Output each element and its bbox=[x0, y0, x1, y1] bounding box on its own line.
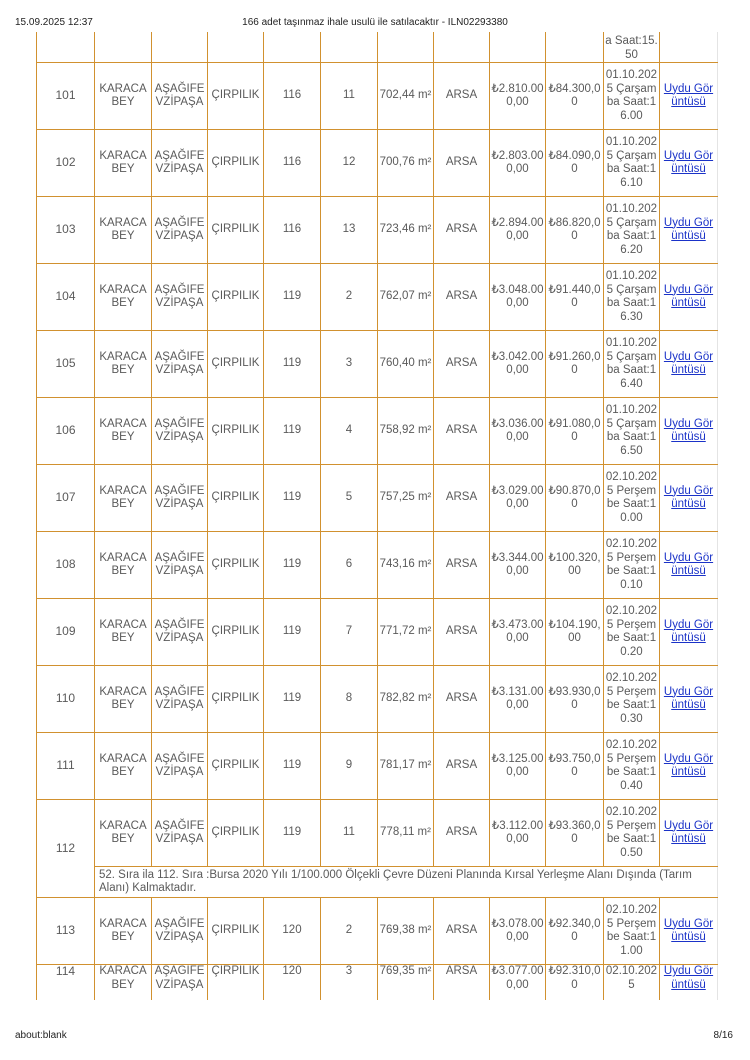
cell-alan: 758,92 m² bbox=[378, 398, 434, 465]
cell-ilce: KARACABEY bbox=[95, 532, 152, 599]
cell-sira: 104 bbox=[37, 264, 95, 331]
cell-ilce: KARACABEY bbox=[95, 800, 152, 867]
cell-parsel: 3 bbox=[321, 965, 378, 1001]
cell-link bbox=[660, 197, 718, 264]
cell-ilce: KARACABEY bbox=[95, 965, 152, 1001]
cell-teminat: ₺84.300,00 bbox=[546, 63, 604, 130]
cell-bedel: ₺2.803.000,00 bbox=[490, 130, 546, 197]
cell-ada: 119 bbox=[264, 264, 321, 331]
cell-mahalle: AŞAĞIFEVZİPAŞA bbox=[152, 898, 208, 965]
cell-ada: 119 bbox=[264, 599, 321, 666]
cell-alan: 762,07 m² bbox=[378, 264, 434, 331]
cell-nitelik: ARSA bbox=[434, 800, 490, 867]
cell-ada: 119 bbox=[264, 733, 321, 800]
cell-sira: 110 bbox=[37, 666, 95, 733]
satellite-view-link[interactable]: Uydu Görüntüsü bbox=[663, 819, 714, 845]
cell-mevki: ÇIRPILIK bbox=[208, 465, 264, 532]
cell-tarih: 02.10.2025 Perşembe Saat:10.10 bbox=[604, 532, 660, 599]
cell-tarih: 01.10.2025 Çarşamba Saat:16.40 bbox=[604, 331, 660, 398]
cell-alan: 757,25 m² bbox=[378, 465, 434, 532]
cell-teminat: ₺91.080,00 bbox=[546, 398, 604, 465]
cell-ada: 119 bbox=[264, 532, 321, 599]
cell-bedel: ₺3.473.000,00 bbox=[490, 599, 546, 666]
cell-mahalle: AŞAĞIFEVZİPAŞA bbox=[152, 532, 208, 599]
cell-ada: 120 bbox=[264, 898, 321, 965]
cell-teminat: ₺93.750,00 bbox=[546, 733, 604, 800]
cell-tarih: 01.10.2025 Çarşamba Saat:16.50 bbox=[604, 398, 660, 465]
cell-mahalle: AŞAĞIFEVZİPAŞA bbox=[152, 63, 208, 130]
cell-nitelik: ARSA bbox=[434, 130, 490, 197]
cell-nitelik: ARSA bbox=[434, 599, 490, 666]
cell-link bbox=[660, 63, 718, 130]
satellite-view-link[interactable]: Uydu Görüntüsü bbox=[663, 149, 714, 175]
cell-nitelik: ARSA bbox=[434, 965, 490, 1001]
cell-mevki: ÇIRPILIK bbox=[208, 800, 264, 867]
cell-ilce: KARACABEY bbox=[95, 63, 152, 130]
cell-mevki: ÇIRPILIK bbox=[208, 130, 264, 197]
cell-parsel: 7 bbox=[321, 599, 378, 666]
table-row bbox=[37, 197, 718, 264]
cell-nitelik: ARSA bbox=[434, 465, 490, 532]
cell-ilce: KARACABEY bbox=[95, 264, 152, 331]
cell-parsel: 9 bbox=[321, 733, 378, 800]
time-fragment: a Saat:15.50 bbox=[604, 32, 660, 63]
cell-bedel: ₺2.894.000,00 bbox=[490, 197, 546, 264]
cell-sira: 111 bbox=[37, 733, 95, 800]
cell-parsel: 4 bbox=[321, 398, 378, 465]
cell-alan: 769,35 m² bbox=[378, 965, 434, 1001]
cell-link bbox=[660, 898, 718, 965]
cell-tarih: 02.10.2025 Perşembe Saat:10.20 bbox=[604, 599, 660, 666]
cell-tarih: 02.10.2025 Perşembe Saat:10.30 bbox=[604, 666, 660, 733]
cell-nitelik: ARSA bbox=[434, 197, 490, 264]
cell-alan: 781,17 m² bbox=[378, 733, 434, 800]
page-number: 8/16 bbox=[713, 1030, 733, 1041]
cell-teminat: ₺84.090,00 bbox=[546, 130, 604, 197]
table-row bbox=[37, 800, 718, 867]
cell-parsel: 2 bbox=[321, 264, 378, 331]
cell-mahalle: AŞAĞIFEVZİPAŞA bbox=[152, 398, 208, 465]
print-datetime: 15.09.2025 12:37 bbox=[15, 17, 93, 28]
table-row bbox=[37, 965, 718, 1001]
cell-parsel: 12 bbox=[321, 130, 378, 197]
table-row bbox=[37, 532, 718, 599]
cell-sira: 113 bbox=[37, 898, 95, 965]
cell-sira: 107 bbox=[37, 465, 95, 532]
cell-parsel: 5 bbox=[321, 465, 378, 532]
cell-link bbox=[660, 465, 718, 532]
cell-link bbox=[660, 599, 718, 666]
cell-nitelik: ARSA bbox=[434, 666, 490, 733]
cell-bedel: ₺2.810.000,00 bbox=[490, 63, 546, 130]
satellite-view-link[interactable]: Uydu Görüntüsü bbox=[663, 965, 714, 991]
cell-tarih: 02.10.2025 Perşembe Saat:10.50 bbox=[604, 800, 660, 867]
cell-alan: 771,72 m² bbox=[378, 599, 434, 666]
satellite-view-link[interactable]: Uydu Görüntüsü bbox=[663, 283, 714, 309]
cell-teminat: ₺92.340,00 bbox=[546, 898, 604, 965]
cell-bedel: ₺3.078.000,00 bbox=[490, 898, 546, 965]
cell-sira: 114 bbox=[37, 965, 95, 1001]
cell-bedel: ₺3.036.000,00 bbox=[490, 398, 546, 465]
cell-sira: 112 bbox=[37, 800, 95, 898]
cell-ada: 119 bbox=[264, 666, 321, 733]
cell-mahalle: AŞAĞIFEVZİPAŞA bbox=[152, 733, 208, 800]
cell-mahalle: AŞAĞIFEVZİPAŞA bbox=[152, 465, 208, 532]
cell-parsel: 6 bbox=[321, 532, 378, 599]
cell-mevki: ÇIRPILIK bbox=[208, 666, 264, 733]
table-row bbox=[37, 63, 718, 130]
print-title: 166 adet taşınmaz ihale usulü ile satılacaktır - ILN02293380 bbox=[242, 17, 508, 28]
table-row bbox=[37, 733, 718, 800]
cell-mevki: ÇIRPILIK bbox=[208, 63, 264, 130]
cell-link bbox=[660, 398, 718, 465]
satellite-view-link[interactable]: Uydu Görüntüsü bbox=[663, 551, 714, 577]
cell-sira: 105 bbox=[37, 331, 95, 398]
cell-nitelik: ARSA bbox=[434, 264, 490, 331]
print-url: about:blank bbox=[15, 1030, 67, 1041]
cell-parsel: 2 bbox=[321, 898, 378, 965]
cell-teminat: ₺91.260,00 bbox=[546, 331, 604, 398]
cell-sira: 109 bbox=[37, 599, 95, 666]
cell-tarih: 01.10.2025 Çarşamba Saat:16.30 bbox=[604, 264, 660, 331]
cell-link bbox=[660, 331, 718, 398]
cell-ilce: KARACABEY bbox=[95, 599, 152, 666]
cell-bedel: ₺3.131.000,00 bbox=[490, 666, 546, 733]
cell-nitelik: ARSA bbox=[434, 331, 490, 398]
cell-tarih: 01.10.2025 Çarşamba Saat:16.10 bbox=[604, 130, 660, 197]
cell-teminat: ₺86.820,00 bbox=[546, 197, 604, 264]
zoning-note: 52. Sıra ila 112. Sıra :Bursa 2020 Yılı 1/100.000 Ölçekli Çevre Düzeni Planında Kırsal Yerleşme Alanı Dışında (Tarım Alanı) Kalmaktadır. bbox=[95, 867, 718, 898]
cell-link bbox=[660, 130, 718, 197]
cell-ilce: KARACABEY bbox=[95, 898, 152, 965]
cell-bedel: ₺3.344.000,00 bbox=[490, 532, 546, 599]
satellite-view-link[interactable]: Uydu Görüntüsü bbox=[663, 82, 714, 108]
cell-teminat: ₺92.310,00 bbox=[546, 965, 604, 1001]
cell-alan: 769,38 m² bbox=[378, 898, 434, 965]
cell-parsel: 8 bbox=[321, 666, 378, 733]
cell-ada: 119 bbox=[264, 331, 321, 398]
cell-mahalle: AŞAĞIFEVZİPAŞA bbox=[152, 666, 208, 733]
cell-mevki: ÇIRPILIK bbox=[208, 331, 264, 398]
satellite-view-link[interactable]: Uydu Görüntüsü bbox=[663, 752, 714, 778]
cell-teminat: ₺91.440,00 bbox=[546, 264, 604, 331]
cell-sira: 108 bbox=[37, 532, 95, 599]
cell-mevki: ÇIRPILIK bbox=[208, 733, 264, 800]
table-note-row bbox=[37, 867, 718, 898]
cell-link bbox=[660, 264, 718, 331]
cell-parsel: 11 bbox=[321, 63, 378, 130]
cell-link bbox=[660, 800, 718, 867]
cell-ada: 120 bbox=[264, 965, 321, 1001]
satellite-view-link[interactable]: Uydu Görüntüsü bbox=[663, 685, 714, 711]
cell-parsel: 3 bbox=[321, 331, 378, 398]
cell-bedel: ₺3.125.000,00 bbox=[490, 733, 546, 800]
cell-mahalle: AŞAĞIFEVZİPAŞA bbox=[152, 264, 208, 331]
table-row bbox=[37, 898, 718, 965]
cell-ilce: KARACABEY bbox=[95, 398, 152, 465]
cell-parsel: 13 bbox=[321, 197, 378, 264]
cell-alan: 778,11 m² bbox=[378, 800, 434, 867]
cell-mevki: ÇIRPILIK bbox=[208, 532, 264, 599]
cell-mahalle: AŞAĞIFEVZİPAŞA bbox=[152, 331, 208, 398]
cell-sira: 106 bbox=[37, 398, 95, 465]
cell-bedel: ₺3.077.000,00 bbox=[490, 965, 546, 1001]
cell-teminat: ₺93.930,00 bbox=[546, 666, 604, 733]
cell-ilce: KARACABEY bbox=[95, 733, 152, 800]
cell-mahalle: AŞAĞIFEVZİPAŞA bbox=[152, 965, 208, 1001]
satellite-view-link[interactable]: Uydu Görüntüsü bbox=[663, 484, 714, 510]
cell-ilce: KARACABEY bbox=[95, 197, 152, 264]
satellite-view-link[interactable]: Uydu Görüntüsü bbox=[663, 417, 714, 443]
cell-alan: 760,40 m² bbox=[378, 331, 434, 398]
cell-link bbox=[660, 532, 718, 599]
cell-bedel: ₺3.042.000,00 bbox=[490, 331, 546, 398]
table-row bbox=[37, 465, 718, 532]
cell-ada: 119 bbox=[264, 800, 321, 867]
cell-sira: 101 bbox=[37, 63, 95, 130]
cell-ada: 119 bbox=[264, 398, 321, 465]
table-row bbox=[37, 264, 718, 331]
cell-mahalle: AŞAĞIFEVZİPAŞA bbox=[152, 130, 208, 197]
table-row bbox=[37, 331, 718, 398]
cell-mahalle: AŞAĞIFEVZİPAŞA bbox=[152, 599, 208, 666]
cell-link bbox=[660, 965, 718, 1001]
cell-tarih: 02.10.2025 Perşembe Saat:10.00 bbox=[604, 465, 660, 532]
cell-teminat: ₺93.360,00 bbox=[546, 800, 604, 867]
cell-link bbox=[660, 733, 718, 800]
satellite-view-link[interactable]: Uydu Görüntüsü bbox=[663, 216, 714, 242]
cell-mevki: ÇIRPILIK bbox=[208, 398, 264, 465]
cell-teminat: ₺100.320,00 bbox=[546, 532, 604, 599]
cell-ilce: KARACABEY bbox=[95, 130, 152, 197]
cell-link bbox=[660, 666, 718, 733]
cell-ilce: KARACABEY bbox=[95, 465, 152, 532]
table-row bbox=[37, 398, 718, 465]
table-row-fragment bbox=[37, 32, 718, 63]
cell-alan: 700,76 m² bbox=[378, 130, 434, 197]
table-row bbox=[37, 599, 718, 666]
satellite-view-link[interactable]: Uydu Görüntüsü bbox=[663, 350, 714, 376]
cell-mevki: ÇIRPILIK bbox=[208, 898, 264, 965]
cell-tarih: 02.10.2025 bbox=[604, 965, 660, 1001]
cell-parsel: 11 bbox=[321, 800, 378, 867]
table-row bbox=[37, 666, 718, 733]
cell-teminat: ₺104.190,00 bbox=[546, 599, 604, 666]
print-header bbox=[0, 17, 750, 31]
satellite-view-link[interactable]: Uydu Görüntüsü bbox=[663, 618, 714, 644]
cell-nitelik: ARSA bbox=[434, 532, 490, 599]
cell-sira: 103 bbox=[37, 197, 95, 264]
cell-tarih: 02.10.2025 Perşembe Saat:11.00 bbox=[604, 898, 660, 965]
cell-mahalle: AŞAĞIFEVZİPAŞA bbox=[152, 800, 208, 867]
cell-ada: 116 bbox=[264, 130, 321, 197]
cell-ilce: KARACABEY bbox=[95, 666, 152, 733]
cell-nitelik: ARSA bbox=[434, 398, 490, 465]
cell-ada: 119 bbox=[264, 465, 321, 532]
cell-ilce: KARACABEY bbox=[95, 331, 152, 398]
cell-nitelik: ARSA bbox=[434, 733, 490, 800]
cell-tarih: 01.10.2025 Çarşamba Saat:16.20 bbox=[604, 197, 660, 264]
cell-nitelik: ARSA bbox=[434, 63, 490, 130]
cell-bedel: ₺3.112.000,00 bbox=[490, 800, 546, 867]
cell-alan: 702,44 m² bbox=[378, 63, 434, 130]
cell-alan: 782,82 m² bbox=[378, 666, 434, 733]
cell-alan: 723,46 m² bbox=[378, 197, 434, 264]
cell-sira: 102 bbox=[37, 130, 95, 197]
cell-mevki: ÇIRPILIK bbox=[208, 197, 264, 264]
cell-tarih: 02.10.2025 Perşembe Saat:10.40 bbox=[604, 733, 660, 800]
cell-teminat: ₺90.870,00 bbox=[546, 465, 604, 532]
cell-ada: 116 bbox=[264, 63, 321, 130]
cell-ada: 116 bbox=[264, 197, 321, 264]
auction-table bbox=[36, 32, 718, 1000]
satellite-view-link[interactable]: Uydu Görüntüsü bbox=[663, 917, 714, 943]
cell-mevki: ÇIRPILIK bbox=[208, 599, 264, 666]
cell-bedel: ₺3.029.000,00 bbox=[490, 465, 546, 532]
cell-alan: 743,16 m² bbox=[378, 532, 434, 599]
cell-bedel: ₺3.048.000,00 bbox=[490, 264, 546, 331]
table-row bbox=[37, 130, 718, 197]
cell-mevki: ÇIRPILIK bbox=[208, 965, 264, 1001]
cell-mahalle: AŞAĞIFEVZİPAŞA bbox=[152, 197, 208, 264]
cell-nitelik: ARSA bbox=[434, 898, 490, 965]
cell-mevki: ÇIRPILIK bbox=[208, 264, 264, 331]
cell-tarih: 01.10.2025 Çarşamba Saat:16.00 bbox=[604, 63, 660, 130]
